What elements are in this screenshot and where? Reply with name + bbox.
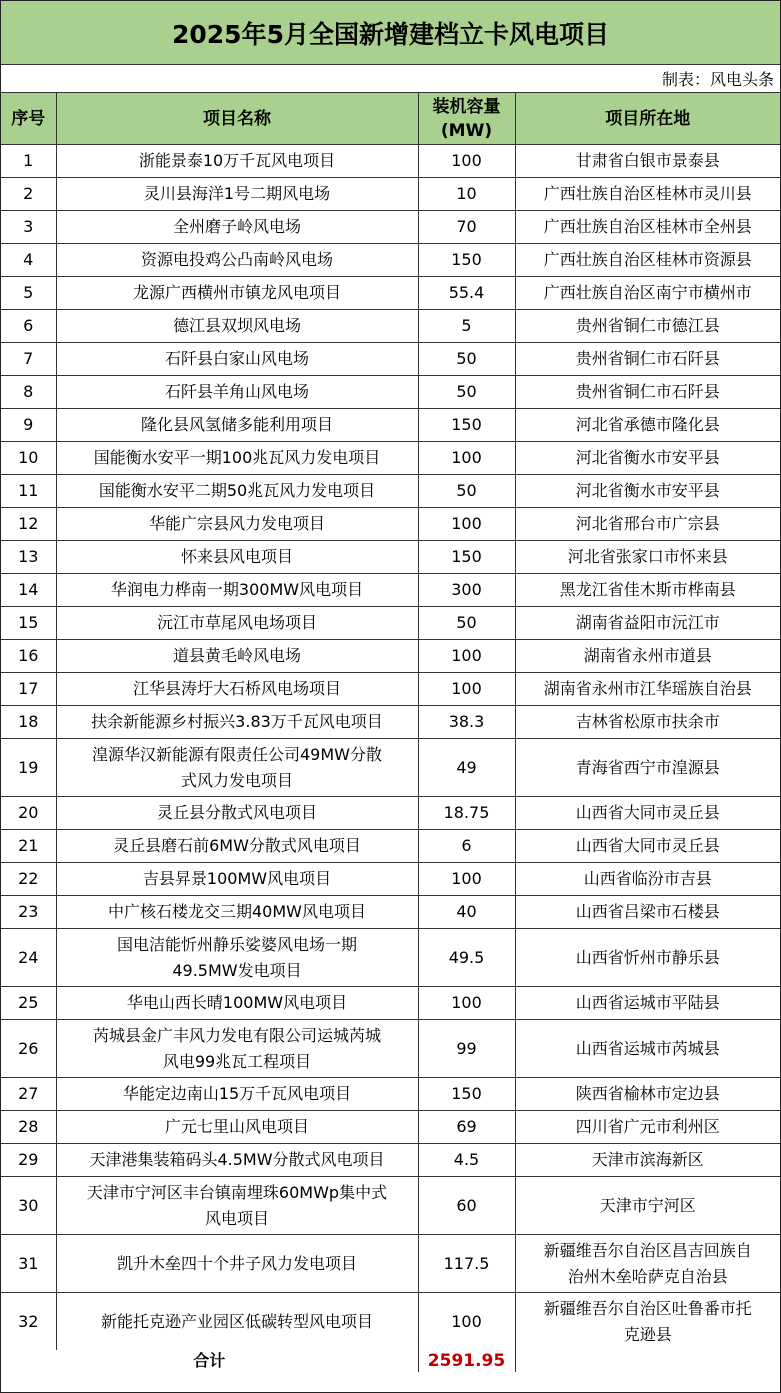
row-project-name: 吉县昇景100MW风电项目 — [56, 863, 418, 896]
table-row — [1, 929, 780, 987]
row-capacity: 150 — [418, 541, 515, 574]
row-location — [515, 1235, 780, 1293]
table-row — [1, 145, 780, 178]
table-row — [1, 277, 780, 310]
table-row — [1, 1177, 780, 1235]
table-row — [1, 607, 780, 640]
row-location: 山西省吕梁市石楼县 — [515, 896, 780, 929]
table-row — [1, 409, 780, 442]
row-location: 天津市宁河区 — [515, 1177, 780, 1235]
row-project-name: 中广核石楼龙交三期40MW风电项目 — [56, 896, 418, 929]
row-index: 32 — [1, 1293, 56, 1351]
row-index: 20 — [1, 797, 56, 830]
row-location-line: 新疆维吾尔自治区吐鲁番市托 — [543, 1298, 752, 1318]
row-index: 10 — [1, 442, 56, 475]
row-capacity: 150 — [418, 409, 515, 442]
row-location: 天津市滨海新区 — [515, 1144, 780, 1177]
row-index: 15 — [1, 607, 56, 640]
row-project-name: 隆化县风氢储多能利用项目 — [56, 409, 418, 442]
header-capacity — [418, 93, 515, 145]
row-location: 贵州省铜仁市德江县 — [515, 310, 780, 343]
table-row — [1, 508, 780, 541]
row-location: 山西省临汾市吉县 — [515, 863, 780, 896]
table-row — [1, 178, 780, 211]
row-project-name-line: 湟源华汉新能源有限责任公司49MW分散 — [92, 744, 382, 764]
row-index: 28 — [1, 1111, 56, 1144]
header-name: 项目名称 — [56, 93, 418, 145]
table-row — [1, 343, 780, 376]
row-location: 贵州省铜仁市石阡县 — [515, 343, 780, 376]
row-project-name-line: 49.5MW发电项目 — [172, 960, 302, 980]
row-capacity: 50 — [418, 607, 515, 640]
row-capacity: 4.5 — [418, 1144, 515, 1177]
row-location: 河北省承德市隆化县 — [515, 409, 780, 442]
table-body — [1, 145, 780, 1351]
row-capacity: 10 — [418, 178, 515, 211]
table-row — [1, 1111, 780, 1144]
row-index: 27 — [1, 1078, 56, 1111]
row-location-line: 克逊县 — [623, 1324, 672, 1344]
row-project-name: 国能衡水安平一期100兆瓦风力发电项目 — [56, 442, 418, 475]
row-index: 29 — [1, 1144, 56, 1177]
row-project-name — [56, 739, 418, 797]
row-location: 湖南省永州市道县 — [515, 640, 780, 673]
row-project-name: 石阡县羊角山风电场 — [56, 376, 418, 409]
table-row — [1, 863, 780, 896]
table-row — [1, 475, 780, 508]
table-row — [1, 896, 780, 929]
row-project-name: 新能托克逊产业园区低碳转型风电项目 — [56, 1293, 418, 1351]
row-index: 22 — [1, 863, 56, 896]
row-location: 河北省张家口市怀来县 — [515, 541, 780, 574]
row-index: 6 — [1, 310, 56, 343]
row-project-name — [56, 1177, 418, 1235]
row-capacity: 50 — [418, 475, 515, 508]
row-capacity: 18.75 — [418, 797, 515, 830]
row-location: 甘肃省白银市景泰县 — [515, 145, 780, 178]
table-row — [1, 1078, 780, 1111]
row-capacity: 100 — [418, 640, 515, 673]
row-index: 8 — [1, 376, 56, 409]
row-capacity: 38.3 — [418, 706, 515, 739]
row-project-name: 灵川县海洋1号二期风电场 — [56, 178, 418, 211]
maker-note: 制表：风电头条 — [1, 65, 780, 93]
row-index: 2 — [1, 178, 56, 211]
row-location: 河北省衡水市安平县 — [515, 475, 780, 508]
row-index: 26 — [1, 1020, 56, 1078]
table-row — [1, 830, 780, 863]
total-label: 合计 — [1, 1350, 418, 1372]
row-project-name: 德江县双坝风电场 — [56, 310, 418, 343]
row-location: 青海省西宁市湟源县 — [515, 739, 780, 797]
row-index: 1 — [1, 145, 56, 178]
row-project-name: 扶余新能源乡村振兴3.83万千瓦风电项目 — [56, 706, 418, 739]
row-project-name: 石阡县白家山风电场 — [56, 343, 418, 376]
row-project-name-line: 芮城县金广丰风力发电有限公司运城芮城 — [92, 1025, 381, 1045]
row-project-name: 全州磨子岭风电场 — [56, 211, 418, 244]
header-row — [1, 93, 780, 145]
row-capacity: 100 — [418, 508, 515, 541]
table-row — [1, 541, 780, 574]
row-capacity: 100 — [418, 442, 515, 475]
row-project-name: 凯升木垒四十个井子风力发电项目 — [56, 1235, 418, 1293]
table-row — [1, 310, 780, 343]
row-project-name: 怀来县风电项目 — [56, 541, 418, 574]
row-project-name: 华润电力桦南一期300MW风电项目 — [56, 574, 418, 607]
row-location-line: 治州木垒哈萨克自治县 — [567, 1266, 728, 1286]
row-project-name: 华电山西长晴100MW风电项目 — [56, 987, 418, 1020]
row-index: 16 — [1, 640, 56, 673]
row-capacity: 60 — [418, 1177, 515, 1235]
row-index: 5 — [1, 277, 56, 310]
table-row — [1, 1020, 780, 1078]
row-location: 湖南省益阳市沅江市 — [515, 607, 780, 640]
table-row — [1, 574, 780, 607]
table-row — [1, 640, 780, 673]
row-capacity: 5 — [418, 310, 515, 343]
table-row — [1, 797, 780, 830]
row-project-name — [56, 1020, 418, 1078]
row-project-name-line: 国电洁能忻州静乐娑婆风电场一期 — [116, 934, 357, 954]
row-index: 31 — [1, 1235, 56, 1293]
row-capacity: 300 — [418, 574, 515, 607]
table-row — [1, 244, 780, 277]
row-index: 12 — [1, 508, 56, 541]
row-location: 黑龙江省佳木斯市桦南县 — [515, 574, 780, 607]
row-index: 18 — [1, 706, 56, 739]
total-value: 2591.95 — [418, 1350, 515, 1372]
total-empty — [515, 1350, 780, 1372]
row-capacity: 99 — [418, 1020, 515, 1078]
table-row — [1, 739, 780, 797]
table-row — [1, 376, 780, 409]
row-capacity: 117.5 — [418, 1235, 515, 1293]
row-capacity: 40 — [418, 896, 515, 929]
header-index: 序号 — [1, 93, 56, 145]
row-location: 广西壮族自治区桂林市全州县 — [515, 211, 780, 244]
project-table — [1, 93, 780, 1372]
row-project-name: 灵丘县分散式风电项目 — [56, 797, 418, 830]
row-location: 四川省广元市利州区 — [515, 1111, 780, 1144]
row-location: 河北省邢台市广宗县 — [515, 508, 780, 541]
row-project-name: 华能广宗县风力发电项目 — [56, 508, 418, 541]
row-capacity: 100 — [418, 863, 515, 896]
row-location: 河北省衡水市安平县 — [515, 442, 780, 475]
row-capacity: 55.4 — [418, 277, 515, 310]
row-capacity: 100 — [418, 987, 515, 1020]
row-index: 11 — [1, 475, 56, 508]
header-capacity-line2: (MW) — [440, 120, 493, 141]
row-index: 25 — [1, 987, 56, 1020]
row-index: 4 — [1, 244, 56, 277]
row-project-name: 道县黄毛岭风电场 — [56, 640, 418, 673]
row-project-name: 资源电投鸡公凸南岭风电场 — [56, 244, 418, 277]
row-capacity: 100 — [418, 145, 515, 178]
row-location: 山西省运城市芮城县 — [515, 1020, 780, 1078]
row-index: 21 — [1, 830, 56, 863]
row-location: 广西壮族自治区桂林市资源县 — [515, 244, 780, 277]
row-capacity: 150 — [418, 244, 515, 277]
row-project-name-line: 天津市宁河区丰台镇南埋珠60MWp集中式 — [86, 1182, 388, 1202]
row-location: 山西省大同市灵丘县 — [515, 830, 780, 863]
table-row — [1, 706, 780, 739]
row-project-name-line: 风电项目 — [204, 1208, 269, 1228]
row-index: 30 — [1, 1177, 56, 1235]
row-location — [515, 1293, 780, 1351]
row-capacity: 49 — [418, 739, 515, 797]
row-location: 贵州省铜仁市石阡县 — [515, 376, 780, 409]
row-index: 9 — [1, 409, 56, 442]
row-project-name: 沅江市草尾风电场项目 — [56, 607, 418, 640]
row-capacity: 50 — [418, 343, 515, 376]
row-project-name: 浙能景泰10万千瓦风电项目 — [56, 145, 418, 178]
row-index: 24 — [1, 929, 56, 987]
row-capacity: 100 — [418, 673, 515, 706]
row-location: 山西省运城市平陆县 — [515, 987, 780, 1020]
row-project-name: 天津港集装箱码头4.5MW分散式风电项目 — [56, 1144, 418, 1177]
row-index: 3 — [1, 211, 56, 244]
row-project-name-line: 式风力发电项目 — [180, 770, 293, 790]
row-index: 13 — [1, 541, 56, 574]
row-project-name: 国能衡水安平二期50兆瓦风力发电项目 — [56, 475, 418, 508]
row-location: 山西省大同市灵丘县 — [515, 797, 780, 830]
table-row — [1, 673, 780, 706]
table-row — [1, 442, 780, 475]
row-index: 7 — [1, 343, 56, 376]
row-project-name-line: 风电99兆瓦工程项目 — [162, 1051, 312, 1071]
row-project-name — [56, 929, 418, 987]
row-location-line: 新疆维吾尔自治区昌吉回族自 — [543, 1240, 752, 1260]
table-row — [1, 1293, 780, 1351]
header-capacity-line1: 装机容量 — [432, 96, 501, 117]
row-capacity: 100 — [418, 1293, 515, 1351]
row-index: 14 — [1, 574, 56, 607]
table-row — [1, 1235, 780, 1293]
row-capacity: 50 — [418, 376, 515, 409]
row-location: 吉林省松原市扶余市 — [515, 706, 780, 739]
row-index: 17 — [1, 673, 56, 706]
row-project-name: 广元七里山风电项目 — [56, 1111, 418, 1144]
sheet-title: 2025年5月全国新增建档立卡风电项目 — [1, 1, 780, 65]
row-location: 广西壮族自治区桂林市灵川县 — [515, 178, 780, 211]
table-row — [1, 987, 780, 1020]
row-project-name: 龙源广西横州市镇龙风电项目 — [56, 277, 418, 310]
row-capacity: 6 — [418, 830, 515, 863]
row-capacity: 70 — [418, 211, 515, 244]
row-project-name: 华能定边南山15万千瓦风电项目 — [56, 1078, 418, 1111]
row-capacity: 150 — [418, 1078, 515, 1111]
row-capacity: 49.5 — [418, 929, 515, 987]
row-location: 湖南省永州市江华瑶族自治县 — [515, 673, 780, 706]
row-project-name: 灵丘县磨石前6MW分散式风电项目 — [56, 830, 418, 863]
row-project-name: 江华县涛圩大石桥风电场项目 — [56, 673, 418, 706]
row-location: 陕西省榆林市定边县 — [515, 1078, 780, 1111]
row-location: 广西壮族自治区南宁市横州市 — [515, 277, 780, 310]
table-row — [1, 1144, 780, 1177]
header-location: 项目所在地 — [515, 93, 780, 145]
row-capacity: 69 — [418, 1111, 515, 1144]
table-row — [1, 211, 780, 244]
row-index: 23 — [1, 896, 56, 929]
total-row — [1, 1350, 780, 1372]
row-location: 山西省忻州市静乐县 — [515, 929, 780, 987]
row-index: 19 — [1, 739, 56, 797]
